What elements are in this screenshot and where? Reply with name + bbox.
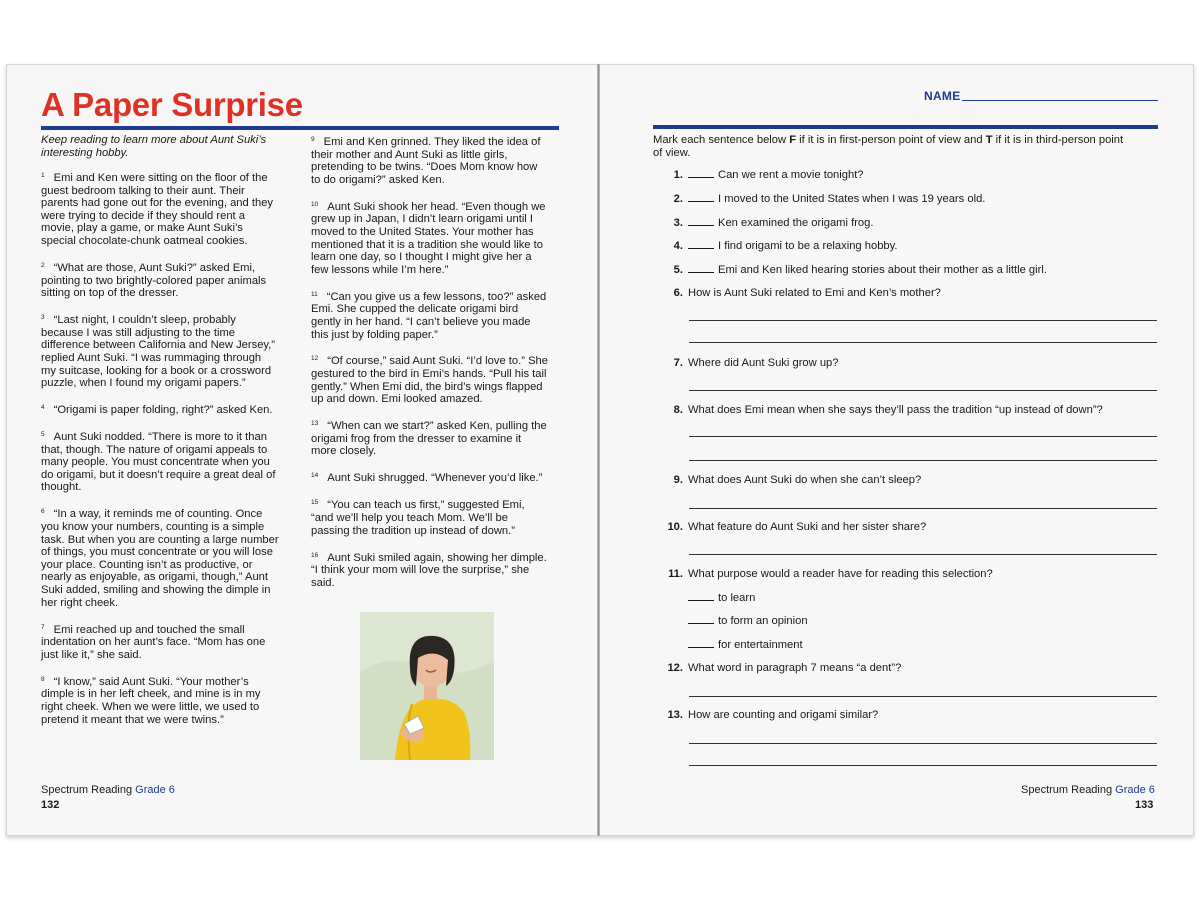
paragraph-text: “When can we start?” asked Ken, pulling the origami frog from the dresser to examine it more closely. bbox=[311, 420, 547, 458]
question-text: Can we rent a movie tonight? bbox=[718, 169, 864, 181]
right-page bbox=[600, 64, 1194, 836]
option-text: to form an opinion bbox=[718, 615, 808, 627]
question-4 bbox=[653, 240, 898, 252]
paragraph-text: Aunt Suki shrugged. “Whenever you’d like.” bbox=[327, 472, 543, 485]
story-paragraph bbox=[41, 260, 279, 300]
question-text: How is Aunt Suki related to Emi and Ken’s mother? bbox=[688, 287, 941, 299]
paragraph-text: “Last night, I couldn’t sleep, probably because I was still adjusting to the time difference between California and New Jersey,” replied Aunt Suki. “I was rummaging through my suitcase, looking for a book or a crossword puzzle, when I found my origami papers.” bbox=[41, 314, 276, 390]
paragraph-number: 14 bbox=[311, 472, 319, 480]
answer-blank[interactable] bbox=[688, 600, 714, 601]
question-number: 5. bbox=[673, 264, 683, 276]
right-footer bbox=[1021, 784, 1155, 796]
name-label: NAME bbox=[924, 89, 961, 103]
paragraph-number: 4 bbox=[41, 404, 45, 412]
question-text: I moved to the United States when I was 19 years old. bbox=[718, 193, 986, 205]
story-paragraph bbox=[311, 353, 549, 405]
question-text: Where did Aunt Suki grow up? bbox=[688, 357, 839, 369]
story-paragraph bbox=[311, 497, 549, 537]
paragraph-text: “Origami is paper folding, right?” asked Ken. bbox=[53, 404, 273, 417]
header-rule bbox=[653, 125, 1158, 129]
story-paragraph bbox=[311, 199, 549, 277]
paragraph-text: “In a way, it reminds me of counting. Once you know your numbers, counting is a simple task. But when you are counting a large number of things, you must concentrate or you will lose your place. Counting isn’t as productive, or nearly as enjoyable, as origami, though,” Aunt Suki added, smiling and showing the dimple in her right cheek. bbox=[41, 508, 279, 609]
answer-line[interactable] bbox=[689, 554, 1157, 555]
paragraph-number: 12 bbox=[311, 355, 319, 363]
answer-blank[interactable] bbox=[688, 201, 714, 202]
purpose-option bbox=[688, 592, 755, 604]
series-name: Spectrum Reading bbox=[41, 784, 133, 796]
option-text: to learn bbox=[718, 592, 756, 604]
story-paragraph bbox=[311, 470, 549, 485]
question-7 bbox=[653, 357, 839, 369]
question-number: 6. bbox=[673, 287, 683, 299]
purpose-option bbox=[688, 639, 803, 651]
answer-blank[interactable] bbox=[688, 225, 714, 226]
question-9 bbox=[653, 474, 921, 486]
purpose-option bbox=[688, 615, 808, 627]
story-paragraph bbox=[311, 289, 549, 341]
paragraph-text: Aunt Suki nodded. “There is more to it than that, though. The nature of origami appeals to many people. You must concentrate when you do origami, but it doesn’t require a great deal of thought. bbox=[41, 431, 276, 494]
answer-line[interactable] bbox=[689, 390, 1157, 391]
paragraph-text: “I know,” said Aunt Suki. “Your mother’s dimple is in her left cheek, and mine is in my right cheek. When we were little, we used to pretend it meant that we were twins.” bbox=[41, 675, 261, 726]
story-column-2 bbox=[311, 134, 549, 602]
question-12 bbox=[653, 662, 901, 674]
paragraph-text: “You can teach us first,” suggested Emi, “and we’ll help you teach Mom. We’ll be passing the tradition up instead of down.” bbox=[311, 499, 525, 537]
answer-blank[interactable] bbox=[688, 272, 714, 273]
question-text: Emi and Ken liked hearing stories about their mother as a little girl. bbox=[718, 264, 1047, 276]
story-paragraph bbox=[41, 402, 279, 417]
question-8 bbox=[653, 404, 1103, 416]
paragraph-text: “Of course,” said Aunt Suki. “I’d love to.” She gestured to the bird in Emi’s hands. “Pull his tail gently.” When Emi did, the bird’s wings flapped up and down. Emi looked amazed. bbox=[311, 355, 548, 406]
story-paragraph bbox=[41, 622, 279, 662]
question-3 bbox=[653, 217, 873, 229]
story-paragraph bbox=[41, 312, 279, 390]
story-paragraph bbox=[311, 418, 549, 458]
answer-line[interactable] bbox=[689, 342, 1157, 343]
paragraph-number: 6 bbox=[41, 508, 45, 516]
answer-line[interactable] bbox=[689, 696, 1157, 697]
question-number: 4. bbox=[673, 240, 683, 252]
question-text: What does Aunt Suki do when she can’t sleep? bbox=[688, 474, 922, 486]
paragraph-number: 7 bbox=[41, 623, 45, 631]
story-intro: Keep reading to learn more about Aunt Suki’s interesting hobby. bbox=[41, 134, 267, 159]
question-number: 11. bbox=[668, 568, 683, 580]
question-5 bbox=[653, 264, 1047, 276]
question-number: 1. bbox=[673, 169, 683, 181]
question-text: What purpose would a reader have for reading this selection? bbox=[688, 568, 993, 580]
paragraph-text: Emi and Ken were sitting on the floor of the guest bedroom talking to their aunt. Their parents had gone out for the evening, and they were trying to decide if they should rent a movie, play a game, or make Aunt Suki’s special chocolate-chunk oatmeal cookies. bbox=[41, 172, 274, 247]
question-number: 10. bbox=[667, 521, 683, 533]
question-number: 7. bbox=[673, 357, 683, 369]
left-page bbox=[6, 64, 597, 836]
story-paragraph bbox=[41, 674, 279, 726]
paragraph-number: 1 bbox=[41, 172, 45, 179]
answer-blank[interactable] bbox=[688, 177, 714, 178]
grade-level: Grade 6 bbox=[1115, 784, 1155, 796]
answer-line[interactable] bbox=[689, 765, 1157, 766]
answer-blank[interactable] bbox=[688, 248, 714, 249]
paragraph-number: 5 bbox=[41, 431, 45, 439]
paragraph-text: “What are those, Aunt Suki?” asked Emi, pointing to two brightly-colored paper animals sitting on top of the dresser. bbox=[41, 261, 267, 300]
series-name: Spectrum Reading bbox=[1021, 784, 1113, 796]
paragraph-number: 15 bbox=[311, 499, 319, 507]
question-11 bbox=[653, 568, 993, 580]
question-text: How are counting and origami similar? bbox=[688, 709, 879, 721]
question-number: 13. bbox=[667, 709, 683, 721]
paragraph-number: 9 bbox=[311, 136, 315, 143]
paragraph-number: 10 bbox=[311, 200, 319, 208]
answer-blank[interactable] bbox=[688, 623, 714, 624]
question-text: What does Emi mean when she says they’ll pass the tradition “up instead of down”? bbox=[688, 404, 1103, 416]
question-1 bbox=[653, 169, 864, 181]
story-paragraph bbox=[311, 550, 549, 590]
question-number: 9. bbox=[673, 474, 683, 486]
question-text: What word in paragraph 7 means “a dent”? bbox=[688, 662, 902, 674]
answer-line[interactable] bbox=[689, 508, 1157, 509]
story-title: A Paper Surprise bbox=[41, 86, 303, 123]
question-10 bbox=[653, 521, 926, 533]
title-rule bbox=[41, 126, 559, 130]
answer-line[interactable] bbox=[689, 743, 1157, 744]
question-number: 2. bbox=[673, 193, 683, 205]
paragraph-number: 16 bbox=[311, 551, 319, 559]
name-field[interactable] bbox=[962, 100, 1158, 101]
left-footer bbox=[41, 784, 175, 796]
paragraph-number: 13 bbox=[311, 420, 319, 428]
question-text: Ken examined the origami frog. bbox=[718, 217, 874, 229]
page-number: 133 bbox=[1135, 799, 1154, 811]
story-illustration bbox=[360, 612, 494, 760]
question-number: 3. bbox=[673, 217, 683, 229]
question-number: 12. bbox=[667, 662, 683, 674]
question-number: 8. bbox=[673, 404, 683, 416]
paragraph-text: Aunt Suki smiled again, showing her dimple. “I think your mom will love the surprise,” she said. bbox=[311, 551, 547, 589]
story-column-1 bbox=[41, 170, 279, 739]
story-paragraph bbox=[311, 134, 549, 186]
paragraph-number: 8 bbox=[41, 675, 45, 683]
answer-line[interactable] bbox=[689, 320, 1157, 321]
paragraph-text: Emi reached up and touched the small indentation on her aunt’s face. “Mom has one just like it,” she said. bbox=[41, 623, 266, 661]
answer-blank[interactable] bbox=[688, 647, 714, 648]
paragraph-text: Aunt Suki shook her head. “Even though we grew up in Japan, I didn’t learn origami until I moved to the United States. Your mother has mentioned that it is a tradition she would like to learn one day, so I thought I might give her a few lessons while I’m here.” bbox=[311, 200, 546, 276]
question-13 bbox=[653, 709, 878, 721]
story-paragraph bbox=[41, 429, 279, 494]
paragraph-number: 3 bbox=[41, 314, 45, 322]
page-number: 132 bbox=[41, 799, 60, 811]
paragraph-text: Emi and Ken grinned. They liked the idea of their mother and Aunt Suki as little girls, pretending to be twins. “Does Mom know how to do origami?” asked Ken. bbox=[311, 136, 541, 186]
question-2 bbox=[653, 193, 985, 205]
question-text: I find origami to be a relaxing hobby. bbox=[718, 240, 898, 252]
paragraph-number: 11 bbox=[311, 290, 318, 298]
story-paragraph bbox=[41, 506, 279, 609]
question-6 bbox=[653, 287, 941, 299]
answer-line[interactable] bbox=[689, 436, 1157, 437]
answer-line[interactable] bbox=[689, 460, 1157, 461]
paragraph-number: 2 bbox=[41, 261, 45, 269]
instructions: Mark each sentence below F if it is in first-person point of view and T if it is in third-person point of view. bbox=[653, 134, 1124, 159]
paragraph-text: “Can you give us a few lessons, too?” asked Emi. She cupped the delicate origami bird gently in her hand. “I can’t believe you made this just by folding paper.” bbox=[311, 290, 547, 341]
grade-level: Grade 6 bbox=[135, 784, 175, 796]
story-paragraph bbox=[41, 170, 279, 248]
option-text: for entertainment bbox=[718, 639, 803, 651]
question-text: What feature do Aunt Suki and her sister share? bbox=[688, 521, 927, 533]
